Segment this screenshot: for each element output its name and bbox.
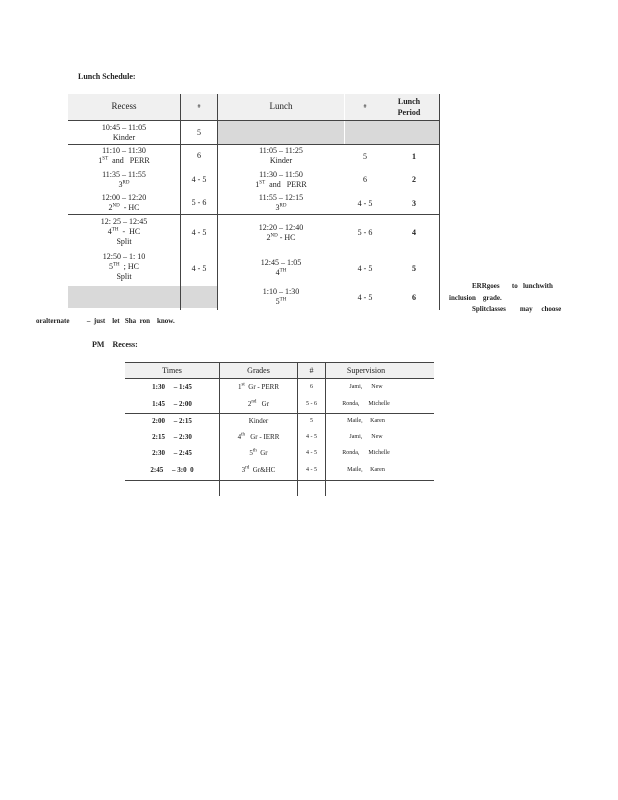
lunch-time: 11:30 – 11:50 <box>259 170 303 179</box>
row-grade: Kinder <box>248 417 269 425</box>
row-num: 5 <box>310 418 313 424</box>
lunch-schedule-title: Lunch Schedule: <box>78 72 136 81</box>
pm-recess-table <box>125 362 434 496</box>
recess-header: Recess <box>111 101 137 111</box>
lunch-grade: 2ND - HC <box>266 233 296 242</box>
recess-time: 11:35 – 11:55 <box>102 170 146 179</box>
lunch-period: 6 <box>412 293 416 302</box>
row-num: 6 <box>310 384 313 390</box>
note-line-1: ERRgoes to lunchwith <box>472 282 553 290</box>
row-supervision: Maile, Karen <box>347 418 385 424</box>
recess-grade: 5TH ; HC <box>108 262 139 271</box>
lunch-num: 5 <box>363 152 367 161</box>
lunch-grade: 1ST and PERR <box>255 180 307 189</box>
supervision-header: Supervision <box>346 366 386 375</box>
lunch-num: 4 - 5 <box>357 264 373 273</box>
pm-recess-title: PM Recess: <box>92 340 138 349</box>
lunch-num-header: # <box>363 104 367 110</box>
lunch-period: 1 <box>412 152 416 161</box>
row-time: 2:00 – 2:15 <box>152 417 192 425</box>
row-time: 2:15 – 2:30 <box>152 433 192 441</box>
recess-time: 12: 25 – 12:45 <box>100 217 148 226</box>
row-grade: 3rd Gr&HC <box>241 465 276 474</box>
lunch-time: 12:45 – 1:05 <box>260 258 302 267</box>
recess-num-header: # <box>197 104 201 110</box>
recess-num: 4 - 5 <box>191 228 207 237</box>
row-supervision: Jami, New <box>349 434 383 440</box>
recess-time: 10:45 – 11:05 <box>101 123 147 132</box>
lunch-num: 5 - 6 <box>357 228 373 237</box>
recess-time: 11:10 – 11:30 <box>102 146 146 155</box>
recess-grade: 2ND - HC <box>108 203 140 212</box>
recess-num: 5 - 6 <box>191 198 207 207</box>
note-line-4: oralternate – just let Sha ron know. <box>36 317 175 325</box>
row-supervision: Jami, New <box>349 384 383 390</box>
row-num: 4 - 5 <box>306 434 317 440</box>
lunch-period: 4 <box>412 228 416 237</box>
recess-num: 5 <box>197 128 201 137</box>
row-time: 2:45 – 3:0 0 <box>150 466 194 474</box>
lunch-num: 4 - 5 <box>357 199 373 208</box>
lunch-period-header: Lunch Period <box>397 97 421 117</box>
row-supervision: Maile, Karen <box>347 467 385 473</box>
row-supervision: Ronda, Michelle <box>342 450 390 456</box>
row-num: 4 - 5 <box>306 450 317 456</box>
recess-grade: 4TH - HC <box>107 227 141 236</box>
lunch-time: 11:55 – 12:15 <box>258 193 304 202</box>
note-line-2: inclusion grade. <box>449 294 502 302</box>
row-num: 4 - 5 <box>306 467 317 473</box>
lunch-period: 5 <box>412 264 416 273</box>
lunch-period: 3 <box>412 199 416 208</box>
recess-grade: Kinder <box>112 133 136 142</box>
recess-grade: 1ST and PERR <box>98 156 150 165</box>
row-num: 5 - 6 <box>306 401 317 407</box>
note-line-3: Splitclasses may choose <box>472 305 562 313</box>
row-grade: 5th Gr <box>249 448 268 457</box>
recess-num: 4 - 5 <box>191 175 207 184</box>
row-time: 2:30 – 2:45 <box>152 449 192 457</box>
row-grade: 1st Gr - PERR <box>237 382 280 391</box>
recess-num: 6 <box>197 151 201 160</box>
lunch-time: 12:20 – 12:40 <box>258 223 304 232</box>
lunch-grade: Kinder <box>269 156 293 165</box>
lunch-grade: 5TH <box>275 297 287 306</box>
lunch-time: 1:10 – 1:30 <box>262 287 300 296</box>
lunch-time: 11:05 – 11:25 <box>259 146 303 155</box>
recess-grade-note: Split <box>116 237 132 246</box>
times-header: Times <box>162 366 182 375</box>
lunch-schedule-table <box>68 94 440 310</box>
grades-header: Grades <box>247 366 270 375</box>
lunch-grade: 4TH <box>275 268 287 277</box>
recess-time: 12:00 – 12:20 <box>101 193 147 202</box>
lunch-grade: 3RD <box>275 203 287 212</box>
recess-num: 4 - 5 <box>191 264 207 273</box>
lunch-header: Lunch <box>269 101 293 111</box>
row-time: 1:30 – 1:45 <box>152 383 192 391</box>
row-grade: 4th Gr - IERR <box>237 432 280 441</box>
lunch-period: 2 <box>412 175 416 184</box>
row-time: 1:45 – 2:00 <box>152 400 192 408</box>
num-header: # <box>309 366 314 375</box>
lunch-num: 6 <box>363 175 367 184</box>
lunch-num: 4 - 5 <box>357 293 373 302</box>
recess-time: 12:50 – 1: 10 <box>102 252 146 261</box>
recess-grade-note: Split <box>116 272 132 281</box>
row-grade: 2nd Gr <box>247 399 270 408</box>
recess-grade: 3RD <box>118 180 130 189</box>
row-supervision: Ronda, Michelle <box>342 401 390 407</box>
